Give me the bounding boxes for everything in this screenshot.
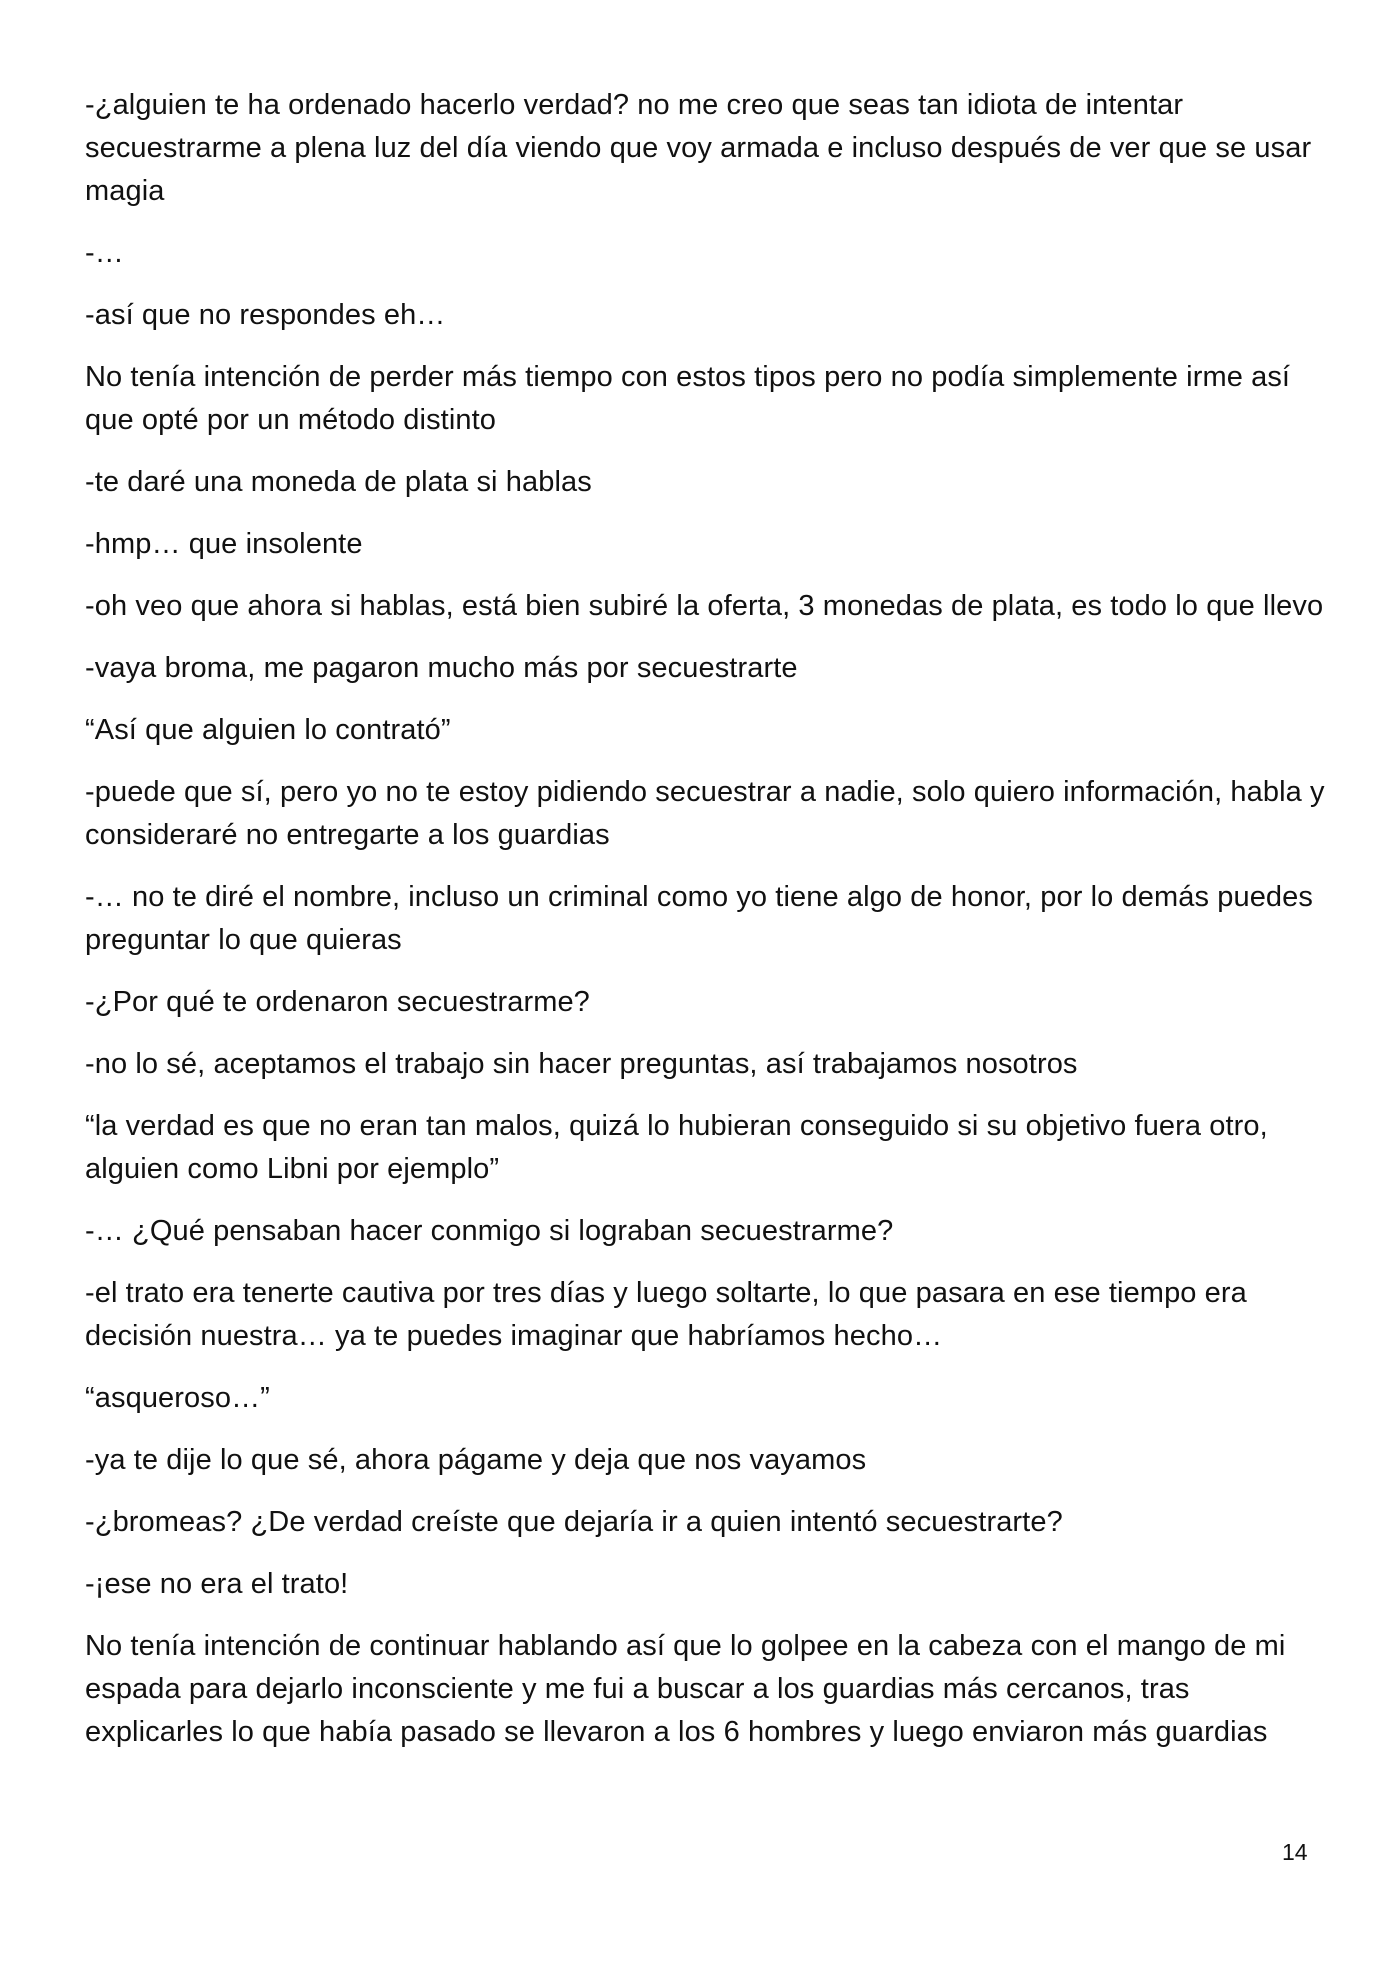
paragraph: -puede que sí, pero yo no te estoy pidiendo secuestrar a nadie, solo quiero información, habla y consideraré no entregarte a los guardias bbox=[85, 776, 1325, 851]
paragraph: -te daré una moneda de plata si hablas bbox=[85, 466, 592, 498]
paragraph: -así que no respondes eh… bbox=[85, 299, 446, 331]
paragraph: “asqueroso…” bbox=[85, 1382, 270, 1414]
paragraph: “la verdad es que no eran tan malos, quizá lo hubieran conseguido si su objetivo fuera otro, alguien como Libni por ejemplo” bbox=[85, 1110, 1268, 1185]
paragraph: No tenía intención de perder más tiempo con estos tipos pero no podía simplemente irme así que opté por un método distinto bbox=[85, 361, 1291, 436]
paragraph: No tenía intención de continuar hablando así que lo golpee en la cabeza con el mango de mi espada para dejarlo inconsciente y me fui a buscar a los guardias más cercanos, tras explicarles lo que había pasado se llevaron a los 6 hombres y luego enviaron más guardias bbox=[85, 1630, 1286, 1748]
paragraph: -¿alguien te ha ordenado hacerlo verdad? no me creo que seas tan idiota de intentar secuestrarme a plena luz del día viendo que voy armada e incluso después de ver que se usar magia bbox=[85, 89, 1312, 207]
paragraph: -no lo sé, aceptamos el trabajo sin hacer preguntas, así trabajamos nosotros bbox=[85, 1048, 1078, 1080]
paragraph: -oh veo que ahora si hablas, está bien subiré la oferta, 3 monedas de plata, es todo lo que llevo bbox=[85, 590, 1324, 622]
paragraph: -el trato era tenerte cautiva por tres días y luego soltarte, lo que pasara en ese tiempo era decisión nuestra… ya te puedes imaginar que habríamos hecho… bbox=[85, 1277, 1247, 1352]
paragraph: -¿bromeas? ¿De verdad creíste que dejaría ir a quien intentó secuestrarte? bbox=[85, 1506, 1063, 1538]
paragraph: -vaya broma, me pagaron mucho más por secuestrarte bbox=[85, 652, 798, 684]
paragraph: -… ¿Qué pensaban hacer conmigo si lograban secuestrarme? bbox=[85, 1215, 894, 1247]
paragraph: -¿Por qué te ordenaron secuestrarme? bbox=[85, 986, 590, 1018]
text-body bbox=[85, 84, 1325, 1773]
paragraph: -hmp… que insolente bbox=[85, 528, 363, 560]
paragraph: -ya te dije lo que sé, ahora págame y deja que nos vayamos bbox=[85, 1444, 867, 1476]
paragraph: -¡ese no era el trato! bbox=[85, 1568, 349, 1600]
paragraph: “Así que alguien lo contrató” bbox=[85, 714, 451, 746]
paragraph: -… no te diré el nombre, incluso un criminal como yo tiene algo de honor, por lo demás puedes preguntar lo que quieras bbox=[85, 881, 1313, 956]
paragraph: -… bbox=[85, 237, 124, 269]
page-number: 14 bbox=[1282, 1839, 1308, 1865]
